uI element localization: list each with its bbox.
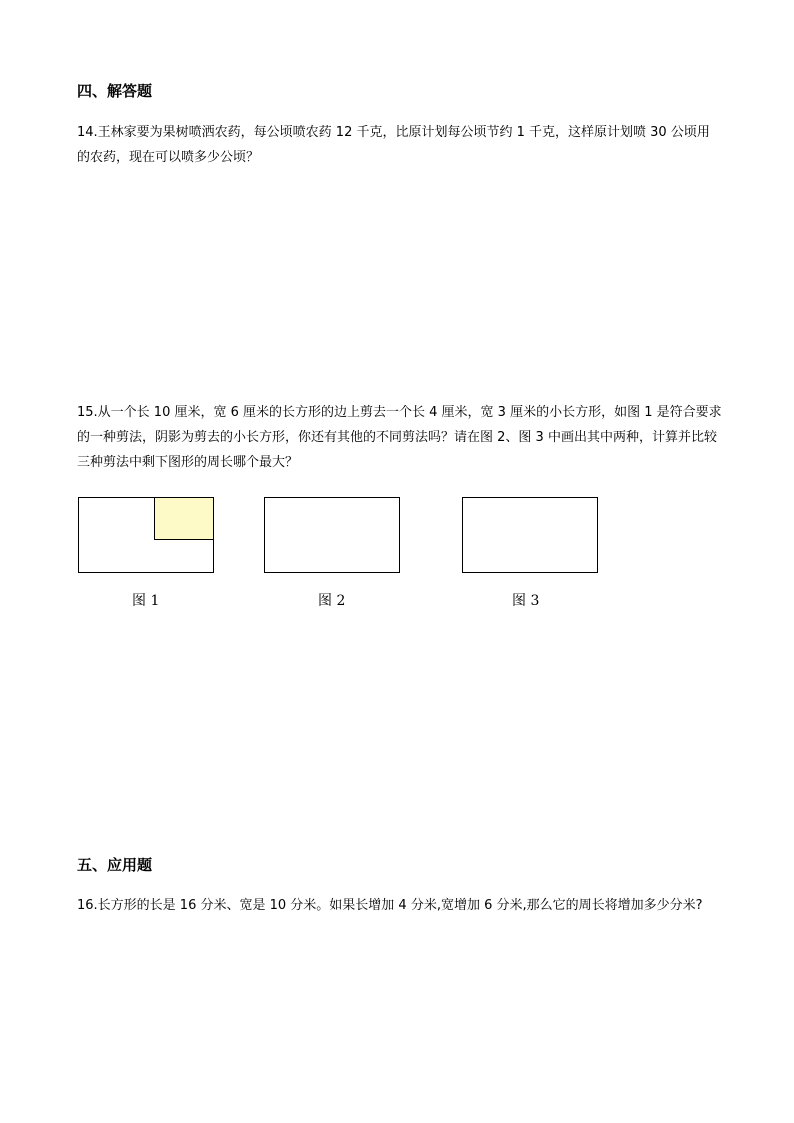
question-16: 16.长方形的长是 16 分米、宽是 10 分米。如果长增加 4 分米,宽增加 6 分米,那么它的周长将增加多少分米? — [77, 898, 703, 913]
figure-2-caption: 图 2 — [318, 593, 346, 609]
figure-2-rectangle — [264, 497, 400, 573]
figure-1-cut-piece — [154, 497, 214, 540]
figure-1-caption: 图 1 — [132, 593, 160, 609]
section-title-answer: 四、解答题 — [77, 82, 153, 100]
question-15: 15.从一个长 10 厘米，宽 6 厘米的长方形的边上剪去一个长 4 厘米，宽 3 厘米的小长方形，如图 1 是符合要求的一种剪法，阴影为剪去的小长方形，你还有其他的不同剪法吗？请在图 2、图 3 中画出其中两种，计算并比较三种剪法中剩下图形的周长哪个最大？ — [77, 405, 722, 470]
figure-3-caption: 图 3 — [512, 593, 540, 609]
question-14: 14.王林家要为果树喷洒农药，每公顷喷农药 12 千克，比原计划每公顷节约 1 千克，这样原计划喷 30 公顷用的农药，现在可以喷多少公顷？ — [77, 125, 710, 165]
section-title-application: 五、应用题 — [77, 856, 153, 874]
figure-1-rectangle — [78, 497, 214, 573]
figure-3-rectangle — [462, 497, 598, 573]
